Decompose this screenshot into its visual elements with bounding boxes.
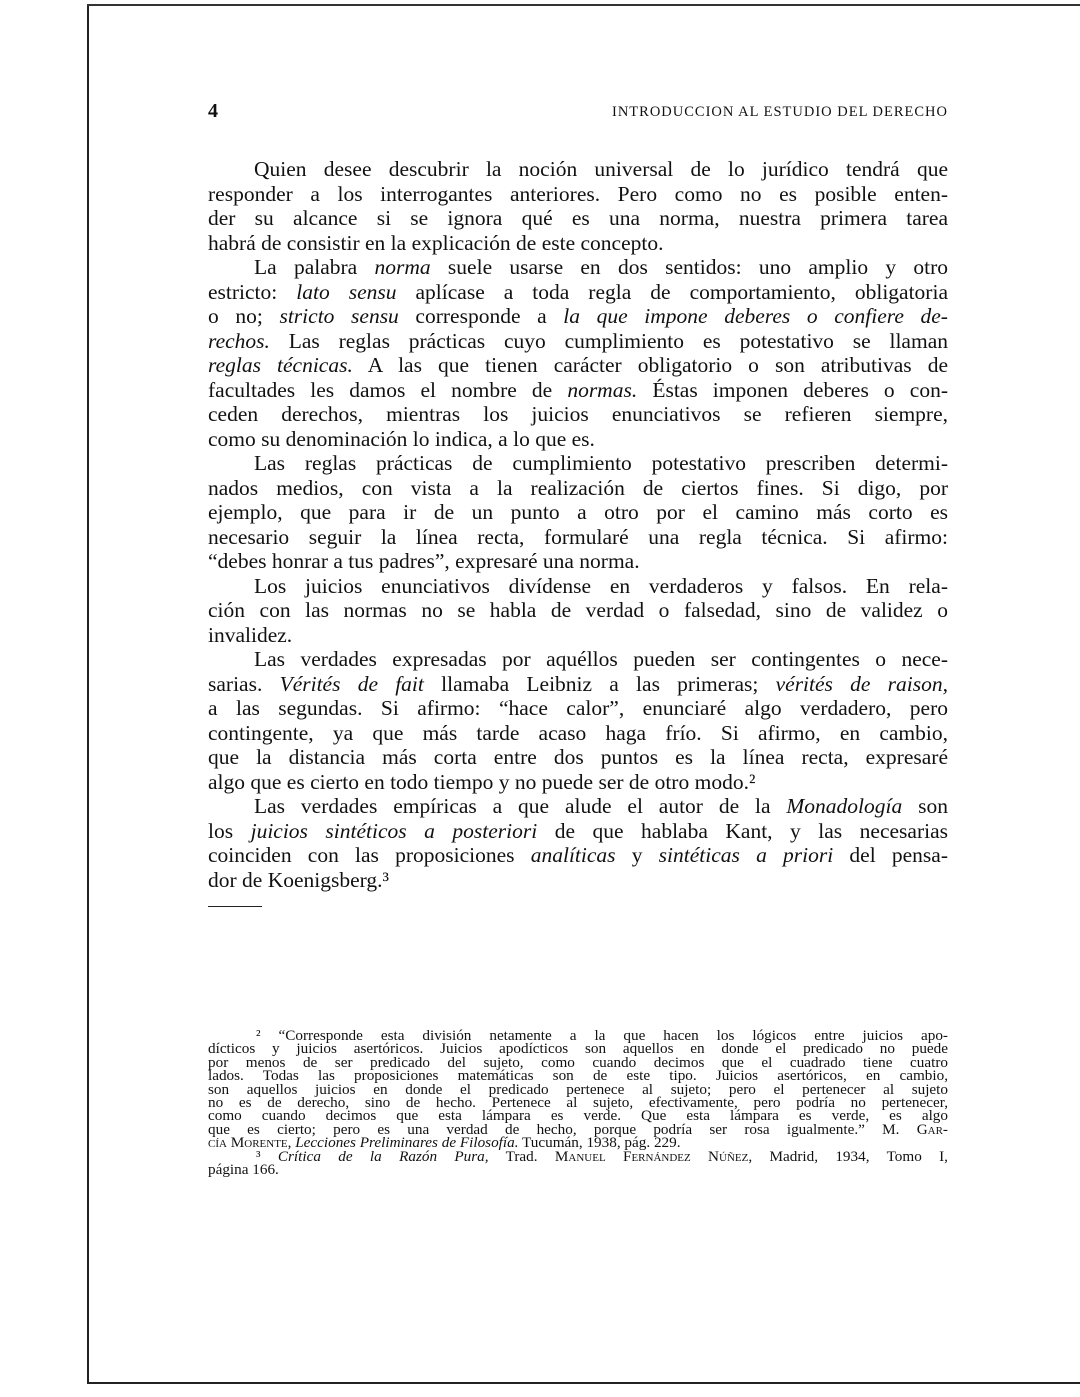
body-line (208, 500, 948, 524)
text-run: Tucumán, 1938, pág. 229. (518, 1134, 681, 1152)
text-run: que la distancia más corta entre dos puntos es la línea recta, expresaré (208, 745, 948, 769)
body-line (208, 378, 948, 402)
text-run: lados. Todas las proposiciones matemáticas son de este tipo. Juicios asertóricos, en cambio, (208, 1067, 948, 1085)
text-run: dícticos y juicios asertóricos. Juicios apodícticos son aquellos en donde el predicado no puede (208, 1040, 948, 1058)
running-title: INTRODUCCION AL ESTUDIO DEL DERECHO (612, 104, 948, 120)
text-run: A las que tienen carácter obligatorio o son atributivas de (352, 353, 948, 377)
text-run: no es de derecho, sino de hecho. Pertenece al sujeto, efectivamente, pero podría no pertenecer, (208, 1094, 948, 1111)
text-run: invalidez. (208, 622, 293, 647)
text-run: a las segundas. Si afirmo: “hace calor”, enunciaré algo verdadero, pero (208, 696, 948, 720)
italic-text: sintéticas a priori (658, 843, 834, 867)
italic-text: normas. (567, 377, 638, 402)
text-run: coinciden con las proposiciones (208, 843, 531, 867)
text-run: facultades les damos el nombre de (208, 377, 568, 402)
text-run: por menos de ser predicado del sujeto, como cuando decimos que el cuadrado tiene cuatro (208, 1053, 948, 1071)
text-run: estricto: (208, 279, 297, 304)
text-run: suele usarse en dos sentidos: uno amplio y otro (430, 255, 949, 279)
body-line (208, 647, 948, 671)
italic-text: Vérités de fait (279, 671, 424, 696)
body-line (208, 157, 948, 181)
body-line (208, 696, 948, 720)
body-line (208, 770, 948, 794)
body-line (208, 451, 948, 475)
text-run: habrá de consistir en la explicación de este concepto. (208, 230, 664, 255)
body-line (208, 353, 948, 377)
italic-text: vérités de raison, (775, 671, 949, 696)
italic-text: analíticas (530, 843, 616, 867)
text-run: los (208, 818, 251, 843)
italic-text: rechos. (208, 328, 270, 353)
footnote-line (208, 1147, 948, 1165)
body-line (208, 427, 948, 451)
body-line (208, 182, 948, 206)
body-line (208, 623, 948, 647)
text-run: Quien desee descubrir la noción universal de lo jurídico tendrá que (254, 157, 948, 181)
text-run: ³ (256, 1147, 278, 1165)
text-run: responder a los interrogantes anteriores. Pero como no es posible enten- (208, 181, 948, 206)
text-run: como cuando decimos que esta lámpara es verde. Que esta lámpara es verde, es algo (208, 1107, 948, 1125)
body-line (208, 255, 948, 279)
small-caps-text: Manuel Fernández Núñez, (554, 1147, 753, 1165)
text-run: y (615, 843, 659, 867)
text-run: La palabra (254, 255, 375, 279)
page-number: 4 (208, 100, 218, 122)
text-run: ² “Corresponde esta división netamente a la que hacen los lógicos entre juicios apo- (256, 1027, 948, 1044)
scan-border-top (87, 4, 1080, 6)
body-line (208, 304, 948, 328)
scan-border-left (87, 4, 89, 1384)
text-run: Éstas imponen deberes o con- (637, 377, 948, 402)
body-line (208, 549, 948, 573)
text-run: son (902, 794, 948, 818)
text-run: Los juicios enunciativos divídense en verdaderos y falsos. En rela- (254, 573, 948, 598)
body-line (208, 476, 948, 500)
footnote-rule (208, 906, 262, 907)
text-run: Las reglas prácticas cuyo cumplimiento es potestativo se llaman (269, 328, 948, 353)
text-run: del pensa- (833, 843, 948, 867)
text-run: contingente, ya que más tarde acaso haga frío. Si afirmo, en cambio, (208, 720, 948, 745)
italic-text: norma (374, 255, 431, 279)
text-run: Trad. (488, 1147, 555, 1165)
body-line (208, 794, 948, 818)
body-line (208, 574, 948, 598)
text-run: dor de Koenigsberg.³ (208, 867, 389, 892)
body-line (208, 280, 948, 304)
text-run: son aquellos juicios en donde el predicado pertenece al sujeto; pero el pertenecer al sujeto (208, 1080, 948, 1098)
text-run: “debes honrar a tus padres”, expresaré una norma. (208, 549, 640, 573)
body-line (208, 402, 948, 426)
body-line (208, 206, 948, 230)
body-line (208, 745, 948, 769)
body-line (208, 843, 948, 867)
italic-text: la que impone deberes o confiere de- (563, 304, 948, 328)
scan-border-bottom (87, 1382, 1080, 1384)
text-run: nados medios, con vista a la realización de ciertos fines. Si digo, por (208, 475, 948, 500)
small-caps-text: cía Morente, (208, 1134, 292, 1152)
italic-text: Monadología (786, 794, 903, 818)
italic-text: stricto sensu (279, 304, 399, 328)
text-run: ceden derechos, mientras los juicios enunciativos se refieren siempre, (208, 402, 948, 426)
text-run: Las verdades empíricas a que alude el autor de la (254, 794, 787, 818)
text-run: página 166. (208, 1161, 279, 1178)
text-run: Las verdades expresadas por aquéllos pueden ser contingentes o nece- (254, 647, 948, 671)
italic-text: Lecciones Preliminares de Filosofía. (295, 1134, 519, 1152)
text-run: corresponde a (398, 304, 564, 328)
body-line (208, 598, 948, 622)
body-line (208, 672, 948, 696)
body-line (208, 231, 948, 255)
italic-text: juicios sintéticos a posteriori (250, 818, 538, 843)
body-line (208, 868, 948, 892)
text-run: o no; (208, 304, 280, 328)
text-run: llamaba Leibniz a las primeras; (423, 671, 776, 696)
text-run: aplícase a toda regla de comportamiento, obligatoria (396, 279, 948, 304)
text-run: necesario seguir la línea recta, formularé una regla técnica. Si afirmo: (208, 524, 948, 549)
footnote-line (208, 1163, 948, 1177)
small-caps-text: Gar- (916, 1120, 948, 1138)
text-run: de que hablaba Kant, y las necesarias (537, 818, 949, 843)
text-run: ción con las normas no se habla de verdad o falsedad, sino de validez o (208, 598, 948, 622)
text-run: que es cierto; pero es una verdad de hecho, porque podría ser rosa igualmente.” M. (208, 1120, 917, 1138)
italic-text: reglas técnicas. (208, 353, 353, 377)
body-line (208, 819, 948, 843)
text-run: ejemplo, que para ir de un punto a otro por el camino más corto es (208, 500, 948, 524)
text-run: como su denominación lo indica, a lo que es. (208, 426, 595, 451)
body-line (208, 329, 948, 353)
body-line (208, 721, 948, 745)
text-run: sarias. (208, 671, 280, 696)
italic-text: Crítica de la Razón Pura, (277, 1147, 489, 1165)
text-run: der su alcance si se ignora qué es una norma, nuestra primera tarea (208, 206, 948, 230)
text-run: Madrid, 1934, Tomo I, (752, 1147, 948, 1165)
italic-text: lato sensu (296, 279, 397, 304)
text-run: algo que es cierto en todo tiempo y no puede ser de otro modo.² (208, 769, 756, 794)
text-run: Las reglas prácticas de cumplimiento potestativo prescriben determi- (254, 451, 948, 475)
body-line (208, 525, 948, 549)
